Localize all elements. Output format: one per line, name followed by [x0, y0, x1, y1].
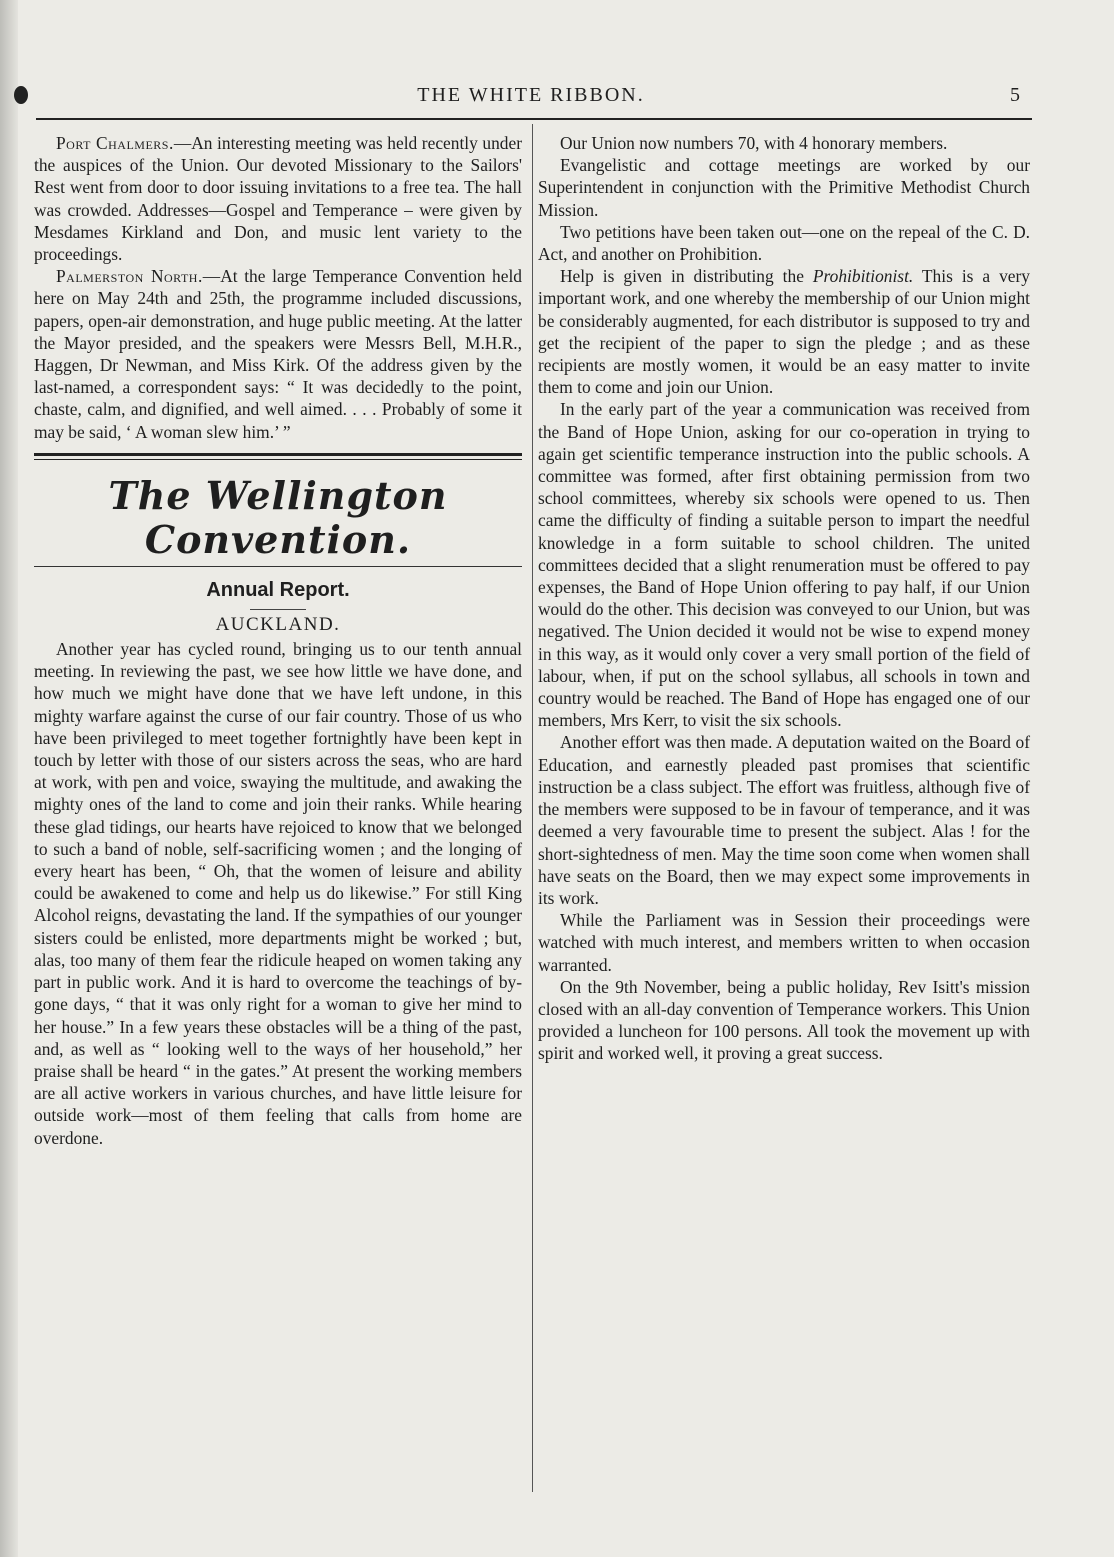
port-chalmers-paragraph: [34, 132, 522, 265]
place-heading: AUCKLAND.: [215, 613, 341, 635]
page-number: 5: [1010, 84, 1020, 106]
subheading: Annual Report.: [206, 578, 350, 601]
parliament-paragraph: While the Parliament was in Session their proceedings were watched with much interest, and members written to when occasion warranted.: [538, 910, 1030, 975]
palmerston-north-paragraph: [34, 265, 522, 443]
header-rule: [36, 118, 1032, 120]
evangelistic-paragraph: Evangelistic and cottage meetings are worked by our Superintendent in conjunction with the Primitive Methodist Church Mission.: [538, 155, 1030, 220]
section-title-rule: [34, 566, 522, 567]
auckland-paragraph: Another year has cycled round, bringing us to our tenth annual meeting. In reviewing the past, we see how little we have done, and how much we might have done that we have left undone, in this mighty warfare against the curse of our fair country. Those of us who have been privileged to meet together fortnightly have been kept in touch by letter with those of our sisters across the seas, who are hard at work, with pen and voice, swaying the multitude, and awaking the mighty ones of the land to come and join their ranks. While hearing these glad tidings, our hearts have rejoiced to know that we belonged to such a band of noble, self-sacrificing women ; and the longing of every heart has been, “ Oh, that the women of leisure and ability could be awakened to come and help us do likewise.” For still King Alcohol reigns, devastating the land. If the sympathies of our younger sisters could be enlisted, more departments might be worked ; but, alas, too many of them fear the ridicule heaped on women taking any part in public work. And it is hard to overcome the teachings of by-gone days, “ that it was only right for a woman to give her mind to her house.” In a few years these obstacles will be a thing of the past, and, as well as “ looking well to the ways of her household,” her praise shall be heard “ in the gates.” At present the working members are all active workers in various churches, and have little leisure for outside work—most of them feeling that calls from home are overdone.: [34, 639, 522, 1148]
port-chalmers-lead: Port Chalmers.: [56, 133, 174, 153]
section-divider: [34, 453, 522, 460]
petitions-paragraph: Two petitions have been taken out—one on the repeal of the C. D. Act, and another on Prohibition.: [538, 221, 1030, 265]
membership-paragraph: Our Union now numbers 70, with 4 honorary members.: [560, 133, 948, 153]
column-divider: [532, 124, 533, 1492]
palmerston-north-lead: Palmerston North.: [56, 266, 203, 287]
left-column: [34, 132, 522, 1149]
convention-paragraph: On the 9th November, being a public holiday, Rev Isitt's mission closed with an all-day convention of Temperance workers. This Union provided a luncheon for 100 persons. All took the movement up with spirit and worked well, it proving a great success.: [538, 976, 1030, 1064]
band-of-hope-paragraph: In the early part of the year a communication was received from the Band of Hope Union, asking for our co-operation in trying to again get scientific temperance instruction into the public schools. A committee was formed, after first obtaining permission from two school committees, whereby six schools were opened to us. Then came the difficulty of finding a suitable person to impart the needful knowledge in a form suitable to school children. The united committees decided that a slight renumeration must be offered to pay expenses, the Band of Hope Union offering to pay half, if our Union would do the other. This decision was conveyed to our Union, but was negatived. The Union decided it would not be wise to expend money in this way, as it would only cover a very small portion of the field of labour, when, if put on the school syllabus, all schools in town and country would be reached. The Band of Hope has engaged one of our members, Mrs Kerr, to visit the six schools.: [538, 399, 1030, 731]
port-chalmers-text: —An interesting meeting was held recently under the auspices of the Union. Our devoted Missionary to the Sailors' Rest went from door to door issuing invitations to a free tea. The hall was crowded. Addresses—Gospel and Temperance – were given by Mesdames Kirkland and Don, and music lent variety to the proceedings.: [34, 133, 522, 265]
right-column: [538, 132, 1030, 1065]
prohibitionist-title: Prohibitionist.: [812, 266, 914, 287]
section-title: The Wellington Convention.: [108, 472, 448, 562]
palmerston-north-text: —At the large Temperance Convention held here on May 24th and 25th, the programme included discussions, papers, open-air demonstration, and huge public meeting. At the latter the Mayor presided, and the speakers were Messrs Bell, M.H.R., Haggen, Dr Newman, and Miss Kirk. Of the address given by the last-named, a correspondent says: “ It was decidedly to the point, chaste, calm, and dignified, and well aimed. . . . Probably of some it may be said, ‘ A woman slew him.’ ”: [34, 266, 522, 442]
prohibitionist-text-a: Help is given in distributing the: [560, 266, 813, 287]
publication-title: THE WHITE RIBBON.: [417, 84, 645, 106]
page-edge: [0, 0, 18, 1557]
prohibitionist-paragraph: [538, 265, 1030, 398]
board-of-education-paragraph: Another effort was then made. A deputation waited on the Board of Education, and earnestly pleaded past promises that scientific instruction be a class subject. The effort was fruitless, although five of the members were supposed to be in favour of temperance, and it was deemed a very favourable time to present the subject. Alas ! for the short-sightedness of men. May the time soon come when women shall have seats on the Board, then we may expect some improvements in its work.: [538, 732, 1030, 908]
prohibitionist-text-b: This is a very important work, and one whereby the membership of our Union might be considerably augmented, for each distributor is supposed to try and get the recipient of the paper to sign the pledge ; and as these recipients are mostly women, it would be an easy matter to invite them to come and join our Union.: [538, 266, 1031, 398]
page-header: [36, 84, 1026, 114]
binding-hole-mark: [14, 86, 28, 104]
subheading-rule: [250, 609, 306, 610]
